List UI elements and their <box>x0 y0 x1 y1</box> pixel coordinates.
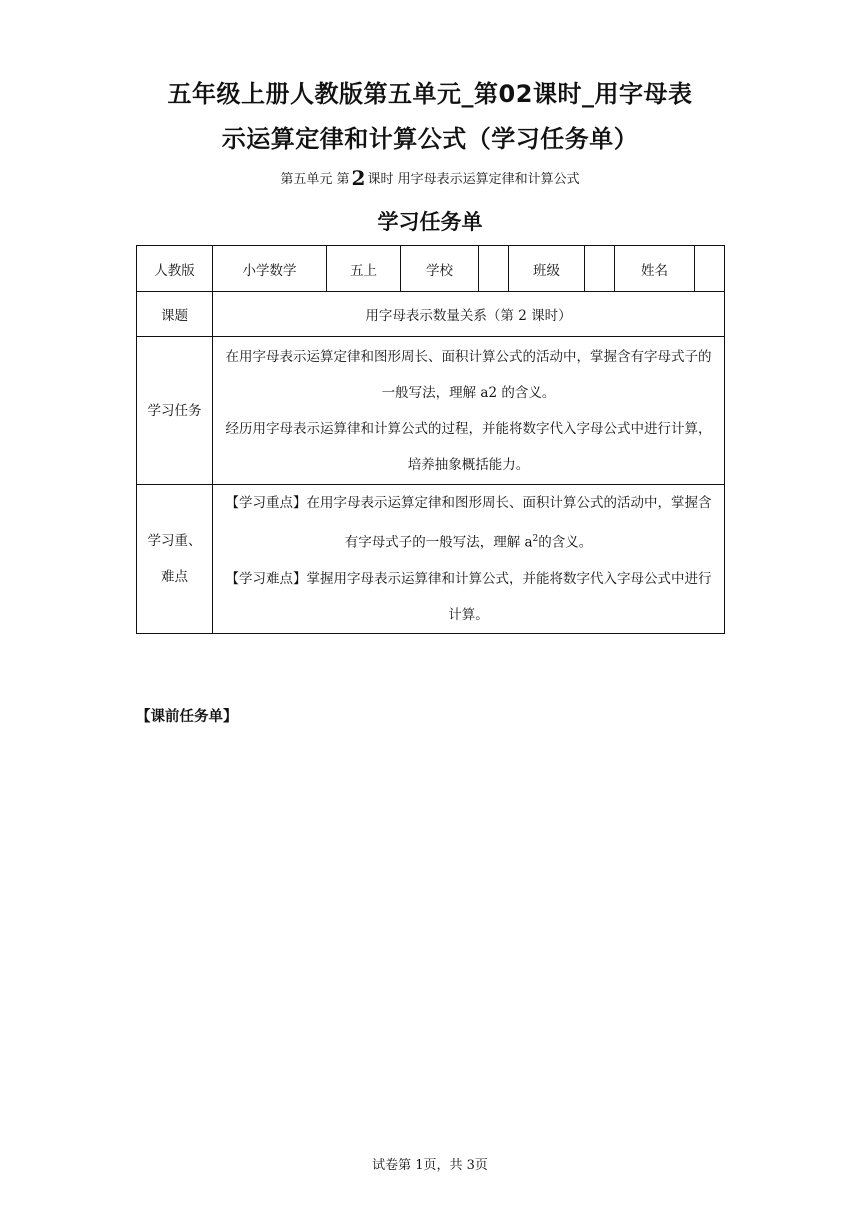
table-row-topic <box>137 292 725 337</box>
lesson-prefix: 第 <box>336 172 350 187</box>
page-footer: 试卷第 1页，共 3页 <box>372 1158 488 1173</box>
lesson-number: 2 <box>351 166 366 190</box>
class-field[interactable] <box>585 246 615 292</box>
topic-label: 课题 <box>137 292 213 337</box>
learning-difficulty-tag: 【学习难点】 <box>225 570 307 587</box>
key-points-label-cell <box>137 485 213 634</box>
document-title-line-1: 五年级上册人教版第五单元_第02课时_用字母表 <box>167 80 693 108</box>
publisher-cell: 人教版 <box>137 246 213 292</box>
learning-focus-paragraph <box>213 485 724 561</box>
learning-focus-tag: 【学习重点】 <box>225 495 307 511</box>
table-row-learning-task <box>137 337 725 485</box>
learning-task-paragraph-1: 在用字母表示运算定律和图形周长、面积计算公式的活动中，掌握含有字母式子的一般写法，理解 a2 的含义。 <box>225 348 712 401</box>
grade-cell: 五上 <box>327 246 401 292</box>
topic-value: 用字母表示数量关系（第 2 课时） <box>213 292 725 337</box>
school-field[interactable] <box>479 246 509 292</box>
key-points-content <box>213 485 725 634</box>
learning-task-label: 学习任务 <box>147 402 202 419</box>
name-field[interactable] <box>695 246 725 292</box>
exponent-superscript: 2 <box>532 534 539 544</box>
document-title-line-2: 示运算定律和计算公式（学习任务单） <box>221 125 639 153</box>
task-sheet-table <box>136 245 725 634</box>
table-row-key-points <box>137 485 725 634</box>
unit-label: 第五单元 <box>280 172 333 187</box>
learning-task-label-cell <box>137 337 213 485</box>
pre-class-task-heading: 【课前任务单】 <box>136 709 238 725</box>
lesson-subtitle <box>120 165 740 193</box>
learning-task-paragraph-2: 经历用字母表示运算律和计算公式的过程，并能将数字代入字母公式中进行计算，培养抽象概括能力。 <box>225 420 712 473</box>
document-title <box>120 72 740 162</box>
learning-task-content <box>213 337 725 485</box>
learning-focus-text: 在用字母表示运算定律和图形周长、面积计算公式的活动中，掌握含有字母式子的一般写法，理解 a <box>306 495 712 551</box>
key-points-label: 学习重、难点 <box>147 532 202 585</box>
name-label: 姓名 <box>615 246 695 292</box>
lesson-topic: 用字母表示运算定律和计算公式 <box>397 172 580 187</box>
school-label: 学校 <box>401 246 479 292</box>
learning-difficulty-paragraph <box>213 561 724 633</box>
subject-cell: 小学数学 <box>213 246 327 292</box>
lesson-suffix: 课时 <box>367 172 394 187</box>
learning-focus-text-end: 的含义。 <box>538 534 593 551</box>
table-row-header <box>137 246 725 292</box>
sheet-title: 学习任务单 <box>377 210 483 234</box>
class-label: 班级 <box>509 246 585 292</box>
learning-difficulty-text: 掌握用字母表示运算律和计算公式，并能将数字代入字母公式中进行计算。 <box>306 570 712 623</box>
